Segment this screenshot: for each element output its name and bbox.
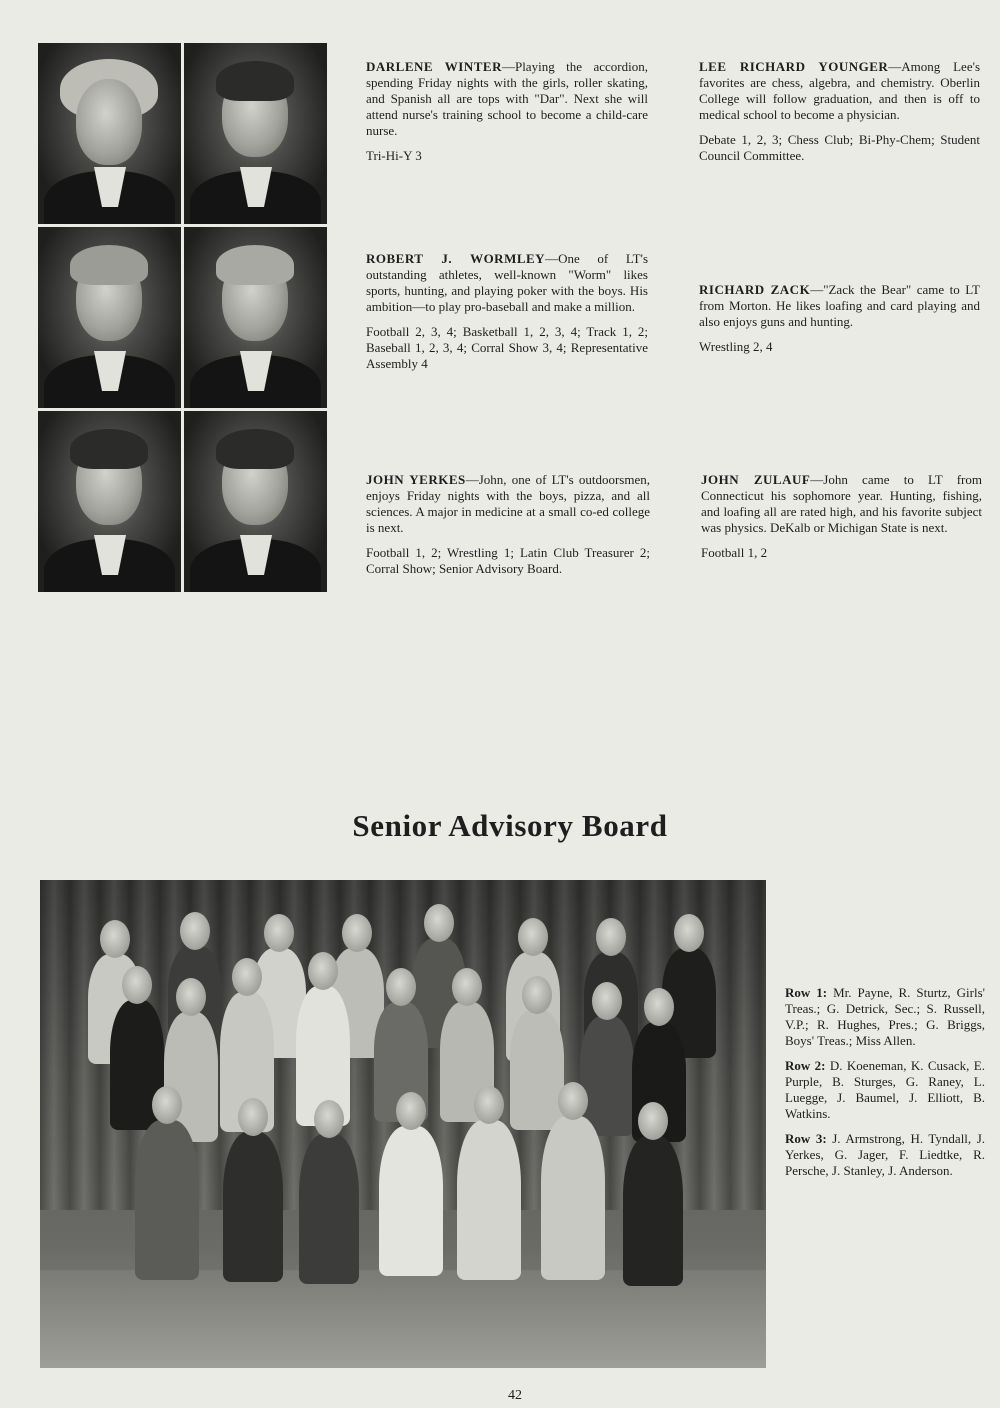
entry-john-yerkes [366,472,650,577]
senior-name: ROBERT J. WORMLEY [366,251,546,266]
page-number: 42 [508,1388,522,1403]
senior-bio: —Playing the accordion, spending Friday nights with the girls, roller skating, and Spanish all are tops with "Dar". Next she will attend nurse's training school to become a child-care nurse. [366,59,648,138]
senior-activities: Football 1, 2; Wrestling 1; Latin Club Treasurer 2; Corral Show; Senior Advisory Board. [366,545,650,576]
caption-row-label: Row 1: [785,985,828,1000]
portrait-darlene-winter [38,43,181,224]
section-title: Senior Advisory Board [352,808,668,843]
entry-robert-wormley [366,251,648,372]
senior-name: JOHN YERKES [366,472,466,487]
entry-john-zulauf [701,472,982,561]
senior-name: JOHN ZULAUF [701,472,811,487]
senior-activities: Football 1, 2 [701,545,768,560]
caption-row-1 [785,985,985,1049]
portrait-lee-richard-younger [184,43,327,224]
portrait-robert-wormley [38,227,181,408]
senior-activities: Tri-Hi-Y 3 [366,148,422,163]
senior-name: DARLENE WINTER [366,59,502,74]
group-photo [40,880,766,1368]
senior-bio: —"Zack the Bear" came to LT from Morton. He likes loafing and card playing and also enjoys guns and hunting. [699,282,980,329]
caption-row-label: Row 2: [785,1058,826,1073]
caption-row-text: Mr. Payne, R. Sturtz, Girls' Treas.; G. Detrick, Sec.; S. Russell, V.P.; R. Hughes, Pres.; G. Briggs, Boys' Treas.; Miss Allen. [785,985,986,1048]
senior-bio: —Among Lee's favorites are chess, algebra, and chemistry. Oberlin College will follow graduation, and then is off to medical school to become a physician. [699,59,981,122]
entry-richard-zack [699,282,980,355]
senior-activities: Debate 1, 2, 3; Chess Club; Bi-Phy-Chem; Student Council Committee. [699,132,980,163]
senior-bio: —One of LT's outstanding athletes, well-known "Worm" likes sports, hunting, and playing poker with the boys. His ambition—to play pro-baseball and make a million. [366,251,648,314]
entry-lee-richard-younger [699,59,980,164]
caption-row-2 [785,1058,985,1122]
portrait-richard-zack [184,227,327,408]
caption-row-label: Row 3: [785,1131,827,1146]
portrait-john-yerkes [38,411,181,592]
senior-name: LEE RICHARD YOUNGER [699,59,889,74]
entry-darlene-winter [366,59,648,164]
senior-name: RICHARD ZACK [699,282,811,297]
senior-activities: Football 2, 3, 4; Basketball 1, 2, 3, 4; Track 1, 2; Baseball 1, 2, 3, 4; Corral Show 3, 4; Representative Assembly 4 [366,324,648,371]
caption-row-text: D. Koeneman, K. Cusack, E. Purple, B. Sturges, G. Raney, L. Luegge, J. Baumel, J. Elliott, B. Watkins. [785,1058,985,1121]
photo-caption [785,985,985,1188]
caption-row-text: J. Armstrong, H. Tyndall, J. Yerkes, G. Jager, F. Liedtke, R. Persche, J. Stanley, J. Anderson. [785,1131,986,1178]
senior-bio: —John, one of LT's outdoorsmen, enjoys Friday nights with the boys, pizza, and all sciences. A major in medicine at a small co-ed college is next. [366,472,650,535]
portrait-john-zulauf [184,411,327,592]
senior-activities: Wrestling 2, 4 [699,339,773,354]
senior-bio: —John came to LT from Connecticut his sophomore year. Hunting, fishing, and loafing all are rated high, and his favorite subject was physics. DeKalb or Michigan State is next. [701,472,982,535]
caption-row-3 [785,1131,985,1179]
